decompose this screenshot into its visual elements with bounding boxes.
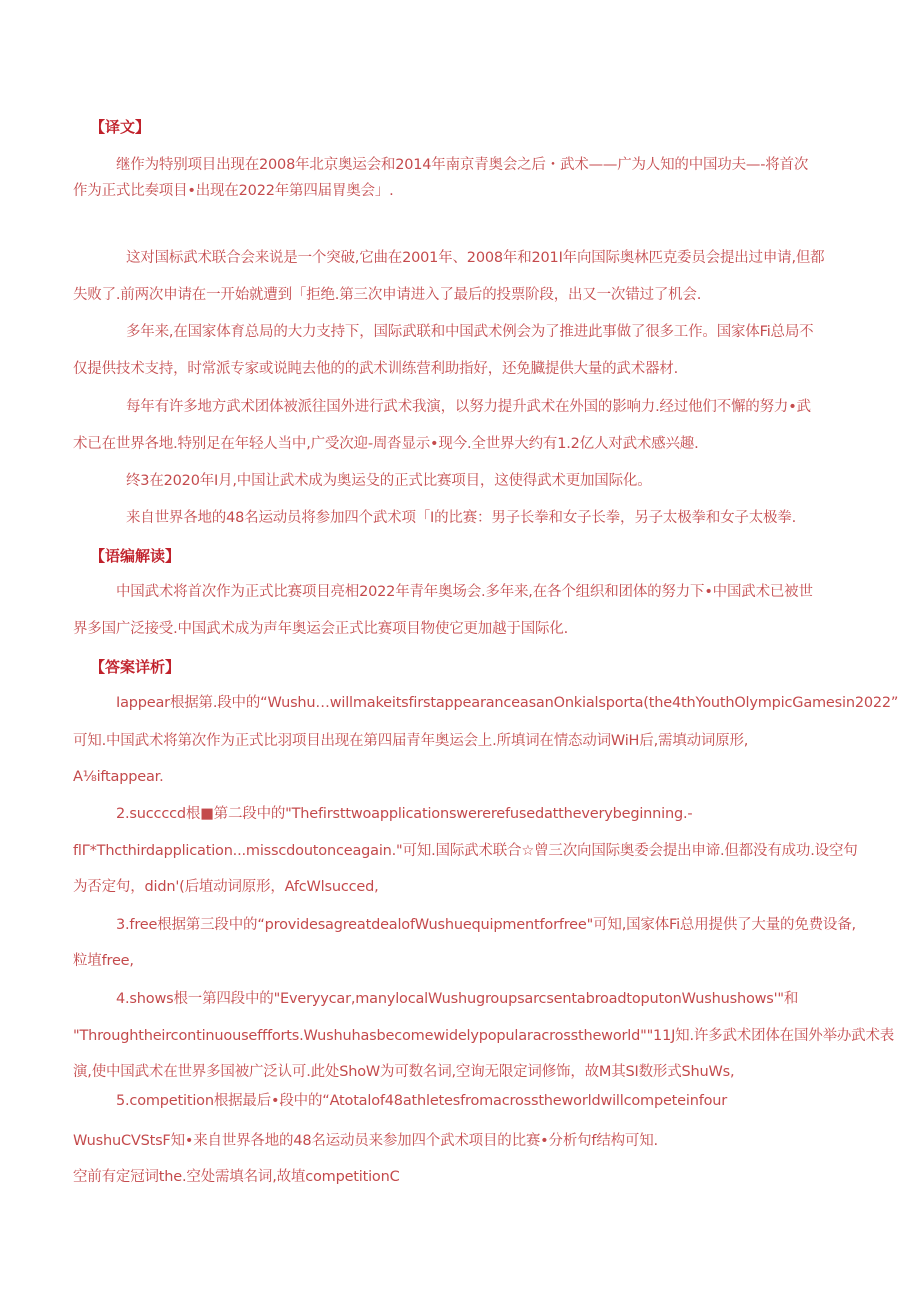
- translation-line: 来自世界各地的48名运动员将参加四个武术项「I的比赛：男子长拳和女子长拳，另子太极拳和女子太极拳.: [126, 510, 797, 526]
- answer-line: 为否定句，didn'(后埴动词原形，AfcWlsucced,: [73, 879, 379, 895]
- answer-line: Iappear根据第.段中的“Wushu…willmakeitsfirstappearanceasanOnkialsporta(the4thYouthOlympicGamesin2022”: [116, 695, 899, 711]
- reading-line: 中国武术将首次作为正式比赛项目亮相2022年青年奥场会.多年来,在各个组织和团体的努力下•中国武术已被世: [116, 584, 813, 600]
- translation-line: 这对国标武术联合会来说是一个突破,它曲在2001年、2008年和201I年向国际奥林匹克委员会提出过申请,但都: [126, 250, 825, 266]
- answer-line: 空前有定冠词the.空处需填名词,故埴competitionC: [73, 1169, 400, 1185]
- answer-line: 可知.中国武术将第次作为正式比羽项目出现在第四届青年奥运会上.所填词在情态动词WiH后,需填动词原形,: [73, 733, 749, 749]
- translation-line: 术已在世界各地.特别足在年轻人当中,广受次迎-周沓显示•现今.全世界大约有1.2亿人对武术感兴趣.: [73, 436, 699, 452]
- translation-line: 每年有许多地方武术团体被派往国外进行武术我演，以努力提升武术在外国的影响力.经过他们不懈的努力•武: [126, 399, 811, 415]
- translation-line: 继作为特别项目出现在2008年北京奥运会和2014年南京青奥会之后・武术——广为人知的中国功夫—-将首次: [116, 157, 809, 173]
- translation-line: 终3在2020年I月,中国让武术成为奥运殳的正式比赛项目，这使得武术更加国际化。: [126, 473, 652, 489]
- answer-line: flΓ*Thcthirdapplication...misscdoutonceagain."可知.国际武术联合☆曾三次向国际奥委会提出申谛.但都没有成功.设空句: [73, 843, 858, 859]
- reading-heading: 【语编解读】: [90, 547, 181, 565]
- answer-line: 4.shows根一第四段中的"Everyycar,manylocalWushugroupsarcsentabroadtoputonWushushows'"和: [116, 991, 799, 1007]
- answer-line: A⅛iftappear.: [73, 769, 164, 785]
- translation-line: 仅提供技术支持，时常派专家或说盹去他的的武术训练营利助指好，还免臓提供大量的武术器材.: [73, 361, 679, 377]
- translation-line: 失败了.前两次申请在一开始就遭到「拒绝.第三次申请进入了最后的投票阶段，出又一次错过了机会.: [73, 287, 702, 303]
- translation-line: 作为正式比奏项目•出现在2022年第四届胃奥会」.: [73, 183, 394, 199]
- answer-line: 3.free根据第三段中的“providesagreatdealofWushuequipmentforfree"可知,国家体Fi总用提供了大量的免费设备,: [116, 917, 856, 933]
- reading-line: 界多国广泛接受.中国武术成为声年奥运会正式比赛项目物使它更加越于国际化.: [73, 621, 569, 637]
- translation-heading: 【译文】: [90, 118, 151, 136]
- answer-line: "Throughtheircontinuouseffforts.Wushuhasbecomewidelypopularacrosstheworld""11J知.许多武术团体在国外举办武术表: [73, 1028, 895, 1044]
- answer-line: WushuCVStsF知•来自世界各地的48名运动员来参加四个武术项目的比赛•分析句f结构可知.: [73, 1133, 658, 1149]
- translation-line: 多年来,在国家体育总局的大力支持下，国际武联和中国武术例会为了推进此事做了很多工作。国家体Fi总局不: [126, 324, 814, 340]
- answer-heading: 【答案详析】: [90, 658, 181, 676]
- answer-line: 演,使中国武术在世界多国被广泛认可.此处ShoW为可数名词,空询无限定词修饰，故M其SI数形式ShuWs,: [73, 1064, 735, 1080]
- answer-line: 5.competition根据最后•段中的“Atotalof48athletesfromacrosstheworldwillcompeteinfour: [116, 1093, 728, 1109]
- answer-line: 2.succccd根■第二段中的"Thefirsttwoapplicationswererefusedattheverybeginning.-: [116, 806, 693, 822]
- answer-line: 粒埴free,: [73, 953, 134, 969]
